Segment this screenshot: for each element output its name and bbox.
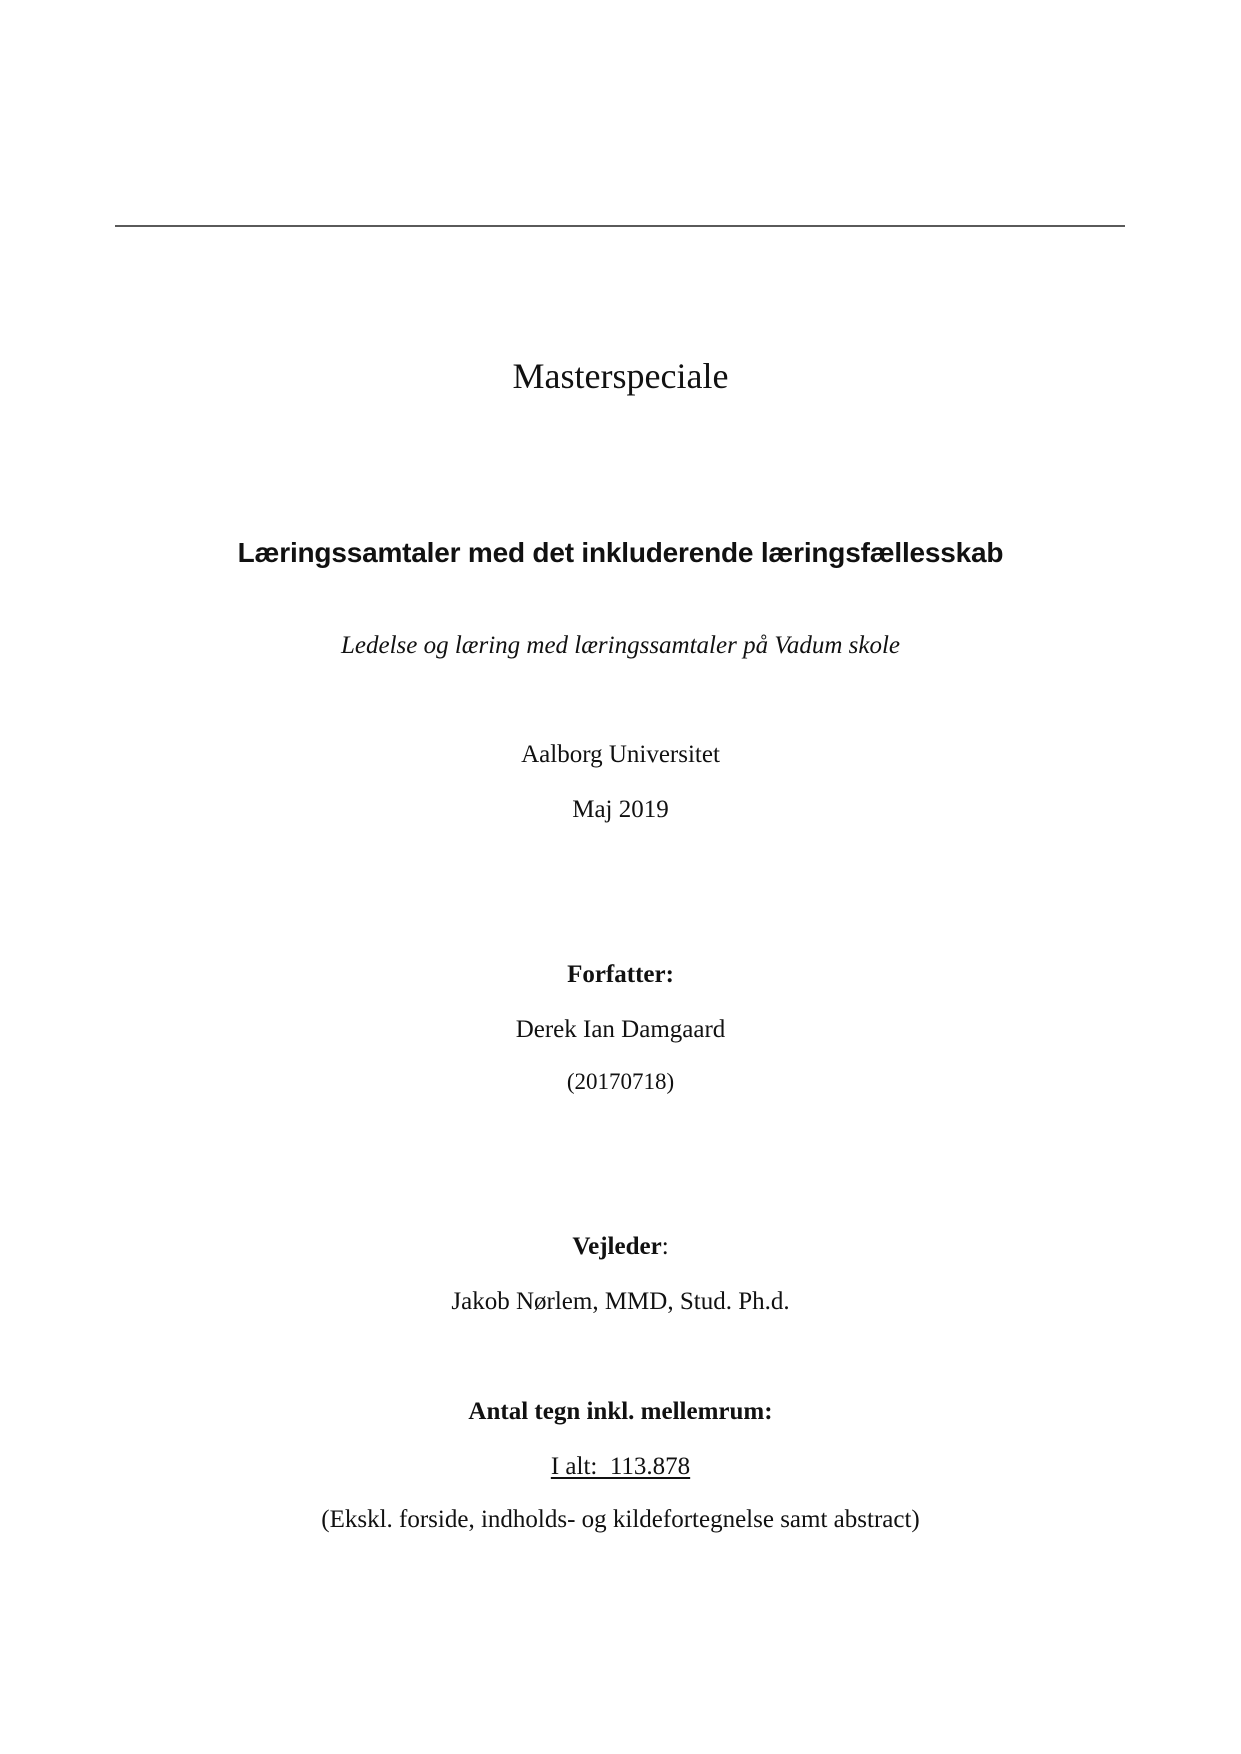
character-count-note: (Ekskl. forside, indholds- og kildefortegnelse samt abstract) <box>321 1506 920 1533</box>
supervisor-label <box>0 1234 1241 1259</box>
supervisor-label-text: Vejleder <box>572 1233 662 1260</box>
institution-name: Aalborg Universitet <box>521 741 720 768</box>
submission-date: Maj 2019 <box>572 796 669 823</box>
horizontal-rule <box>115 225 1125 227</box>
thesis-subtitle: Ledelse og læring med læringssamtaler på Vadum skole <box>340 632 900 659</box>
character-count-total-text: I alt: 113.878 <box>550 1453 691 1480</box>
character-count-total <box>0 1454 1241 1479</box>
author-label: Forfatter: <box>567 961 674 988</box>
supervisor-label-colon: : <box>661 1233 669 1260</box>
student-id: (20170718) <box>566 1069 675 1094</box>
supervisor-name: Jakob Nørlem, MMD, Stud. Ph.d. <box>451 1288 790 1315</box>
author-name: Derek Ian Damgaard <box>515 1016 726 1043</box>
thesis-title: Læringssamtaler med det inkluderende læringsfællesskab <box>237 537 1004 568</box>
document-type-heading: Masterspeciale <box>512 356 729 396</box>
character-count-label: Antal tegn inkl. mellemrum: <box>468 1398 773 1425</box>
